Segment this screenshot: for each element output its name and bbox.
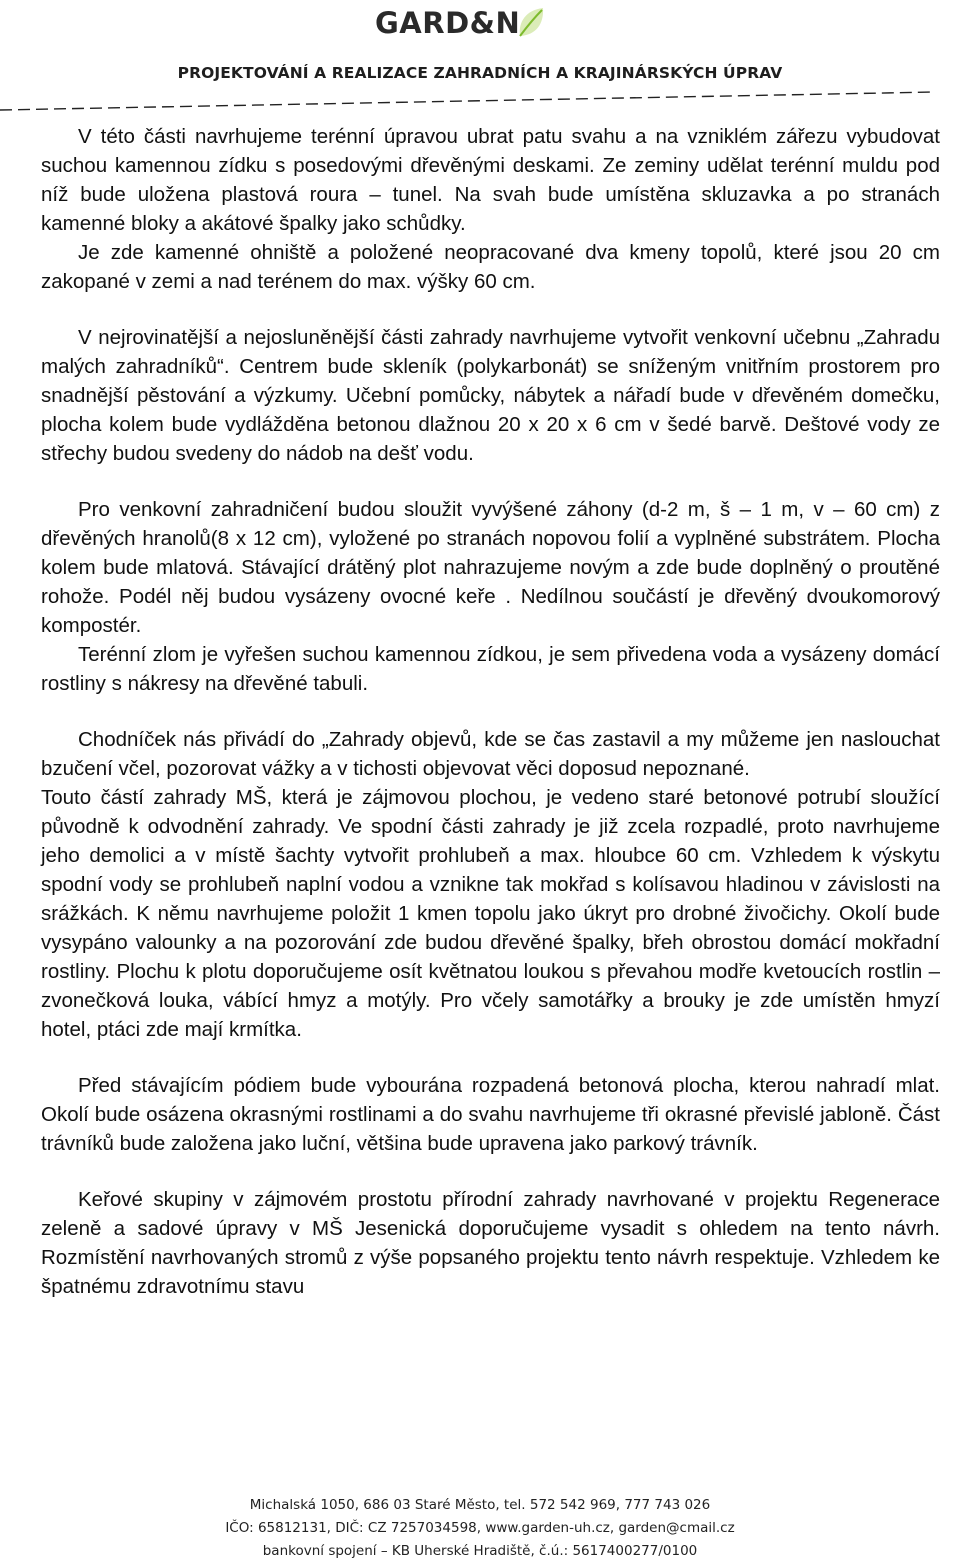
paragraph: Pro venkovní zahradničení budou sloužit vyvýšené záhony (d-2 m, š – 1 m, v – 60 cm) z dřevěných hranolů(8 x 12 cm), vyložené po stranách nopovou folií a vyplněné substrátem. Plocha kolem bude mlatová. Stávající drátěný plot nahrazujeme novým a zde bude doplněný o proutěné rohože. Podél něj budou vysázeny ovocné keře . Nedílnou součástí je dřevěný dvoukomorový kompostér. — [41, 498, 940, 637]
footer-company-ids: IČO: 65812131, DIČ: CZ 7257034598, www.garden-uh.cz, garden@cmail.cz — [225, 1520, 735, 1536]
paragraph: Před stávajícím pódiem bude vybourána rozpadená betonová plocha, kterou nahradí mlat. Okolí bude osázena okrasnými rostlinami a do svahu navrhujeme tři okrasné převislé jabloně. Část trávníků bude založena jako luční, většina bude upravena jako parkový trávník. — [41, 1074, 940, 1155]
paragraph: Terénní zlom je vyřešen suchou kamennou zídkou, je sem přivedena voda a vysázeny domácí rostliny s nákresy na dřevěné tabuli. — [41, 643, 940, 695]
paragraph: Chodníček nás přivádí do „Zahrady objevů, kde se čas zastavil a my můžeme jen naslouchat bzučení včel, pozorovat vážky a v tichosti objevovat věci doposud nepoznané. — [41, 728, 940, 780]
paragraph: V této části navrhujeme terénní úpravou ubrat patu svahu a na vzniklém zářezu vybudovat suchou kamennou zídku s posedovými dřevěnými deskami. Ze zeminy udělat terénní muldu pod níž bude uložena plastová roura – tunel. Na svah bude umístěna skluzavka a po stranách kamenné bloky a akátové špalky jako schůdky. — [41, 125, 940, 235]
document-body — [41, 122, 940, 1301]
letterhead — [0, 0, 960, 120]
paragraph: Touto částí zahrady MŠ, která je zájmovou plochou, je vedeno staré betonové potrubí sloužící původně k odvodnění zahrady. Ve spodní části zahrady je již zcela rozpadlé, proto navrhujeme jeho demolici a v místě šachty vytvořit prohlubeň a max. hloubce 60 cm. Vzhledem k výskytu spodní vody se prohlubeň naplní vodou a vznikne tak mokřad s kolísavou hladinou v závislosti na srážkách. K němu navrhujeme položit 1 kmen topolu jako úkryt pro drobné živočichy. Okolí bude vysypáno valounky a na pozorování zde budou dřevěné špalky, břeh obrostou domácí mokřadní rostliny. Plochu k plotu doporučujeme osít květnatou loukou s převahou modře kvetoucích rostlin – zvonečková louka, vábící hmyz a motýly. Pro včely samotářky a brouky je zde umístěn hmyzí hotel, ptáci zde mají krmítka. — [41, 786, 940, 1041]
logo-text: GARD&N — [375, 6, 521, 40]
company-tagline: PROJEKTOVÁNÍ A REALIZACE ZAHRADNÍCH A KRAJINÁRSKÝCH ÚPRAV — [177, 64, 783, 82]
footer-bank-info: bankovní spojení – KB Uherské Hradiště, č.ú.: 5617400277/0100 — [262, 1543, 698, 1559]
letterhead-footer — [0, 1494, 960, 1563]
paragraph: Keřové skupiny v zájmovém prostotu přírodní zahrady navrhované v projektu Regenerace zeleně a sadové úpravy v MŠ Jesenická doporučujeme vysadit s ohledem na tento návrh. Rozmístění navrhovaných stromů z výše popsaného projektu tento návrh respektuje. Vzhledem ke špatnému zdravotnímu stavu — [41, 1188, 940, 1298]
footer-address: Michalská 1050, 686 03 Staré Město, tel. 572 542 969, 777 743 026 — [249, 1497, 711, 1513]
company-logo — [375, 4, 546, 42]
paragraph: Je zde kamenné ohniště a položené neopracované dva kmeny topolů, které jsou 20 cm zakopané v zemi a nad terénem do max. výšky 60 cm. — [41, 241, 940, 293]
leaf-icon — [516, 6, 546, 40]
paragraph: V nejrovinatější a nejosluněnější části zahrady navrhujeme vytvořit venkovní učebnu „Zahradu malých zahradníků“. Centrem bude skleník (polykarbonát) se sníženým vnitřním prostorem pro snadnější pěstování a výzkumy. Učební pomůcky, nábytek a nářadí bude v dřevěném domečku, plocha kolem bude vydlážděna betonou dlažnou 20 x 20 x 6 cm v šedé barvě. Deštové vody ze střechy budou svedeny do nádob na dešť vodu. — [41, 326, 940, 465]
header-dashed-divider — [0, 90, 935, 112]
